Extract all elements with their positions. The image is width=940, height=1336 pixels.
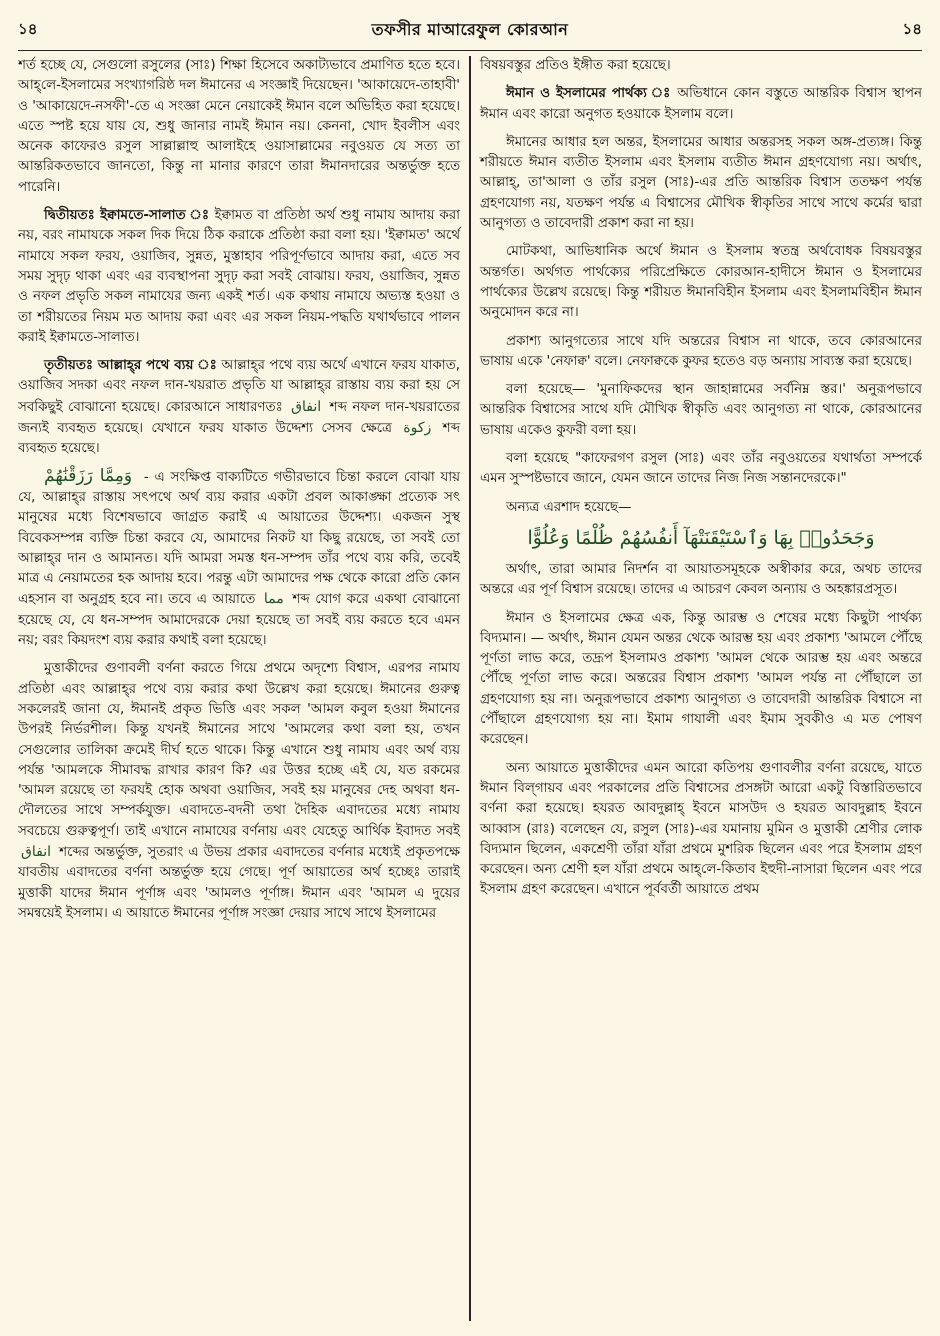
paragraph: অন্য আয়াতে মুত্তাকীদের এমন আরো কতিপয় গুণাবলীর বর্ণনা রয়েছে, যাতে ঈমান বিল্‌গায়ব এবং পরকালের প্রতি বিশ্বাসের প্রসঙ্গটা আরো একটু বিস্তারিতভাবে বর্ণনা করা হয়েছে। হযরত আবদুল্লাহ্‌ ইবনে মাসউদ ও হযরত আবদুল্লাহ ইবনে আব্বাস (রাঃ) বলেছেন যে, রসুল (সাঃ)-এর যমানায় মুমিন ও মুত্তাকী শ্রেণীর লোক বিদ্যমান ছিলেন, একশ্রেণী তাঁরা যাঁরা প্রথমে মুশরিক ছিলেন এবং পরে ইসলাম গ্রহণ করেছেন। অন্য শ্রেণী হল যাঁরা প্রথমে আহ্‌লে-কিতাব ইহুদী-নাসারা ছিলেন এবং পরে ইসলাম গ্রহণ করেছেন। এখানে পূর্ববর্তী আয়াতে প্রথম — [480, 760, 922, 898]
arabic-word: انفاق — [291, 398, 322, 415]
two-column-body — [18, 56, 922, 1321]
paragraph-text: - এ সংক্ষিপ্ত বাক্যটিতে গভীরভাবে চিন্তা করলে বোঝা যায় যে, আল্লাহ্‌র রাস্তায় সৎপথে অর্থ ব্যয় করার একটা প্রবল আকাঙ্ক্ষা প্রত্যেক সৎ মানুষের মধ্যে বিশেষভাবে জাগ্রত করাই এ আয়াতের উদ্দেশ্য। একজন সুস্থ বিবেকসম্পন্ন ব্যক্তি চিন্তা করবে যে, আমাদের নিকট যা কিছু রয়েছে, তা সবই তো আল্লাহ্‌র দান ও আমানত। যদি আমরা সমস্ত ধন-সম্পদ তাঁর পথে ব্যয় করি, তবেই মাত্র এ নেয়ামতের হক আদায় হবে। পরন্তু এটা আমাদের পক্ষ থেকে কারো প্রতি কোন এহসান বা অনুগ্রহ হবে না। তবে এ আয়াতে — [18, 469, 460, 608]
paragraph-text: অভিধানে কোন বস্তুতে আন্তরিক বিশ্বাস স্থাপন ঈমান এবং কারো অনুগত হওয়াকে ইসলাম বলে। — [480, 86, 922, 122]
section-heading: দ্বিতীয়তঃ ইক্বামতে-সালাত ঃ — [44, 208, 210, 224]
paragraph: বলা হয়েছে "কাফেরগণ রসুল (সাঃ) এবং তাঁর নবুওয়তের যথার্থতা সম্পর্কে এমন সুস্পষ্টভাবে জানে, যেমন জানে তাদের নিজ নিজ সন্তানদেরকে।" — [480, 451, 922, 487]
paragraph-text: মুত্তাকীদের গুণাবলী বর্ণনা করতে গিয়ে প্রথমে অদৃশ্যে বিশ্বাস, এরপর নামায প্রতিষ্ঠা এবং আল্লাহ্‌র পথে ব্যয় করার কথা উল্লেখ করা হয়েছে। ঈমানের গুরুত্ব সকলেরই জানা যে, ঈমানই প্রকৃত ভিত্তি এবং সকল 'আমল কবুল হওয়া ঈমানের উপরই নির্ভরশীল। কিন্তু যখনই ঈমানের সাথে 'আমলের কথা বলা হয়, তখন সেগুলোর তালিকা ক্রমেই দীর্ঘ হতে থাকে। কিন্তু এখানে শুধু নামায এবং অর্থ ব্যয় পর্যন্ত 'আমলকে সীমাবদ্ধ রাখার কারণ কি? এর উত্তর হচ্ছে এই যে, যত রকমের 'আমল রয়েছে তা ফরযই হোক অথবা ওয়াজিব, সবই হয় মানুষের দেহ অথবা ধন-দৌলতের সাথে সম্পর্কযুক্ত। এবাদতে-বদনী তথা দৈহিক এবাদতের মধ্যে নামায সবচেয়ে গুরুত্বপূর্ণ। তাই এখানে নামাযের বর্ণনায় এবং যেহেতু আর্থিক ইবাদত সবই — [18, 661, 460, 839]
paragraph-text: শব্দ যোগ করে একথা বোঝানো হয়েছে যে, যে ধন-সম্পদ আমাদেরকে দেয়া হয়েছে তা সবই ব্যয় করতে হবে এমন নয়; বরং কিয়দংশ ব্যয় করার কথাই বলা হয়েছে। — [18, 592, 460, 649]
arabic-word: زكوة — [403, 420, 432, 437]
paragraph: অর্থাৎ, তারা আমার নিদর্শন বা আয়াতসমূহকে অস্বীকার করে, অথচ তাদের অন্তরে এর পূর্ণ বিশ্বাস রয়েছে। তাদের এ আচরণ কেবল অন্যায় ও অহঙ্কারপ্রসূত। — [480, 561, 922, 598]
paragraph: শর্ত হচ্ছে যে, সেগুলো রসুলের (সাঃ) শিক্ষা হিসেবে অকাট্যভাবে প্রমাণিত হতে হবে। আহ্‌লে-ইসলামের সংখ্যাগরিষ্ঠ দল ঈমানের এ সংজ্ঞাই দিয়েছেন। 'আকায়েদে-তাহাবী' ও 'আকায়েদে-নসফী'-তে এ সংজ্ঞা মেনে নেয়াকেই ঈমান বলে অভিহিত করা হয়েছে। এতে স্পষ্ট হয়ে যায় যে, শুধু জানার নামই ঈমান নয়। কেননা, খোদ ইবলীস এবং অনেক কাফেরও রসুল সাল্লাল্লাহু আলাইহে ওয়াসাল্লামের নবুওয়ত যে সত্য তা আন্তরিকতভাবে জানতো, কিন্তু না মানার কারণে তারা ঈমানদারের অন্তর্ভুক্ত হতে পারেনি। — [18, 58, 460, 195]
paragraph: মোটকথা, আভিধানিক অর্থে ঈমান ও ইসলাম স্বতন্ত্র অর্থবোধক বিষয়বস্তুর অন্তর্গত। অর্থগত পার্থক্যের পরিপ্রেক্ষিতে কোরআন-হাদীসে ঈমান ও ইসলামের পার্থক্যের উল্লেখ রয়েছে। কিন্তু শরীয়ত ঈমানবিহীন ইসলাম এবং ইসলামবিহীন ঈমান অনুমোদন করে না। — [480, 244, 922, 321]
section-heading: তৃতীয়তঃ আল্লাহ্‌র পথে ব্যয় ঃ — [44, 358, 218, 374]
arabic-word: مما — [263, 591, 284, 608]
page-number-left: ১৪ — [18, 19, 38, 38]
paragraph-text: শব্দ ব্যবহৃত হয়েছে। — [18, 421, 460, 457]
paragraph: প্রকাশ্য আনুগত্যের সাথে যদি অন্তরের বিশ্বাস না থাকে, তবে কোরআনের ভাষায় একে 'নেফাক্ব' বলে। নেফাক্বকে কুফর হতেও বড় অন্যায় সাব্যস্ত করা হয়েছে। — [480, 333, 922, 369]
paragraph: অন্যত্র এরশাদ হয়েছে— — [506, 499, 632, 515]
left-column — [18, 56, 464, 1321]
paragraph-text: শব্দের অন্তর্ভুক্ত, সুতরাং এ উভয় প্রকার এবাদতের বর্ণনার মধ্যেই প্রকৃতপক্ষে যাবতীয় এবাদতের বর্ণনা অন্তর্ভুক্ত হয়ে গেছে। পূর্ণ আয়াতের অর্থ হচ্ছেঃ তারাই মুত্তাকী যাদের ঈমান পূর্ণাঙ্গ এবং 'আমলও পূর্ণাঙ্গ। ঈমান এবং 'আমল এ দুয়ের সমন্বয়েই ইসলাম। এ আয়াতে ঈমানের পূর্ণাঙ্গ সংজ্ঞা দেয়ার সাথে সাথে ইসলামের — [18, 844, 460, 921]
section-heading: ঈমান ও ইসলামের পার্থক্য ঃ — [506, 86, 672, 102]
paragraph — [18, 206, 460, 348]
paragraph: ঈমান ও ইসলামের ক্ষেত্র এক, কিন্তু আরম্ভ ও শেষের মধ্যে কিছুটা পার্থক্য বিদ্যমান। — অর্থাৎ, ঈমান যেমন অন্তর থেকে আরম্ভ হয় এবং প্রকাশ্য 'আমলে পৌঁছে পূর্ণতা লাভ করে, তদ্রূপ ইসলামও প্রকাশ্য 'আমল থেকে আরম্ভ হয় এবং অন্তরে পৌঁছে পূর্ণতা লাভ করে। অন্তরের বিশ্বাস প্রকাশ্য 'আমল পর্যন্ত না পৌঁছালে তা গ্রহণযোগ্য হয় না। অনুরূপভাবে প্রকাশ্য আনুগত্য ও তাবেদারী আন্তরিক বিশ্বাসে না পৌঁছালে গ্রহণযোগ্য হয় না। ইমাম গাযালী এবং ইমাম সুবকীও এ মত পোষণ করেছেন। — [480, 610, 922, 748]
page-number-right: ১৪ — [902, 19, 922, 38]
paragraph — [480, 84, 922, 125]
paragraph-text: আল্লাহ্‌র পথে ব্যয় অর্থে এখানে ফরয যাকাত, ওয়াজিব সদকা এবং নফল দান-খয়রাত প্রভৃতি যা আল্লাহ্‌র রাস্তায় ব্যয় করা হয় সে সবকিছুই বোঝানো হয়েছে। কোরআনে সাধারণতঃ — [18, 358, 460, 415]
paragraph — [18, 466, 460, 652]
arabic-phrase: وَمِمَّا رَزَقْنَٰهُمْ — [44, 465, 133, 486]
paragraph: বিষয়বস্তুর প্রতিও ইঙ্গীত করা হয়েছে। — [480, 58, 671, 73]
arabic-word: انفاق — [21, 843, 51, 860]
running-title: তফসীর মাআরেফুল কোরআন — [371, 19, 569, 39]
right-column — [476, 56, 922, 1321]
paragraph: বলা হয়েছে— 'মুনাফিকদের স্থান জাহান্নামের সর্বনিম্ন স্তর।' অনুরূপভাবে আন্তরিক বিশ্বাসের সাথে যদি মৌখিক স্বীকৃতি এবং আনুগত্য না থাকে, কোরআনের ভাষায় একেও কুফরী বলা হয়। — [480, 382, 922, 438]
paragraph-text: ইক্বামত বা প্রতিষ্ঠা অর্থ শুধু নামায আদায় করা নয়, বরং নামাযকে সকল দিক দিয়ে ঠিক করাকে প্রতিষ্ঠা করা বলা হয়। 'ইক্বামত' অর্থে নামাযে সকল ফরয, ওয়াজিব, সুন্নত, মুস্তাহাব পরিপূর্ণভাবে আদায় করা, এতে সব সময় সুদৃঢ় থাকা এবং এর ব্যবস্থাপনা সুদৃঢ় করা সবই বোঝায়। ফরয, ওয়াজিব, সুন্নত ও নফল প্রভৃতি সকল নামাযের জন্য একই শর্ত। এক কথায় নামাযে অভ্যস্ত হওয়া ও তা শরীয়তের নিয়ম মত আদায় করা এবং এর সকল নিয়ম-পদ্ধতি যথার্থভাবে পালন করাই ইক্বামতে-সালাত। — [18, 208, 460, 345]
paragraph: ঈমানের আধার হল অন্তর, ইসলামের আধার অন্তরসহ সকল অঙ্গ-প্রত্যঙ্গ। কিন্তু শরীয়তে ঈমান ব্যতীত ইসলাম এবং ইসলাম ব্যতীত ঈমান গ্রহণযোগ্য নয়। অর্থাৎ, আল্লাহ্‌, তা'আলা ও তাঁর রসুল (সাঃ)-এর প্রতি আন্তরিক বিশ্বাস ততক্ষণ পর্যন্ত গ্রহণযোগ্য নয়, যতক্ষণ পর্যন্ত এ বিশ্বাসের মৌখিক স্বীকৃতির সাথে সাথে কর্মের দ্বারা আনুগত্য ও তাবেদারী প্রকাশ করা না হয়। — [480, 134, 922, 232]
page-header — [18, 10, 922, 51]
paragraph — [18, 659, 460, 924]
quran-verse: وَجَحَدُوا۟ بِهَا وَٱسْتَيْقَنَتْهَآ أَنفُسُهُمْ ظُلْمًا وَعُلُوًّا — [527, 526, 875, 549]
paragraph — [18, 356, 460, 459]
paragraph-text: শব্দ নফল দান-খয়রাতের জন্যই ব্যবহৃত হয়েছে। যেখানে ফরয যাকাত উদ্দেশ্য সেসব ক্ষেত্রে — [18, 399, 460, 437]
column-divider — [469, 56, 471, 1321]
